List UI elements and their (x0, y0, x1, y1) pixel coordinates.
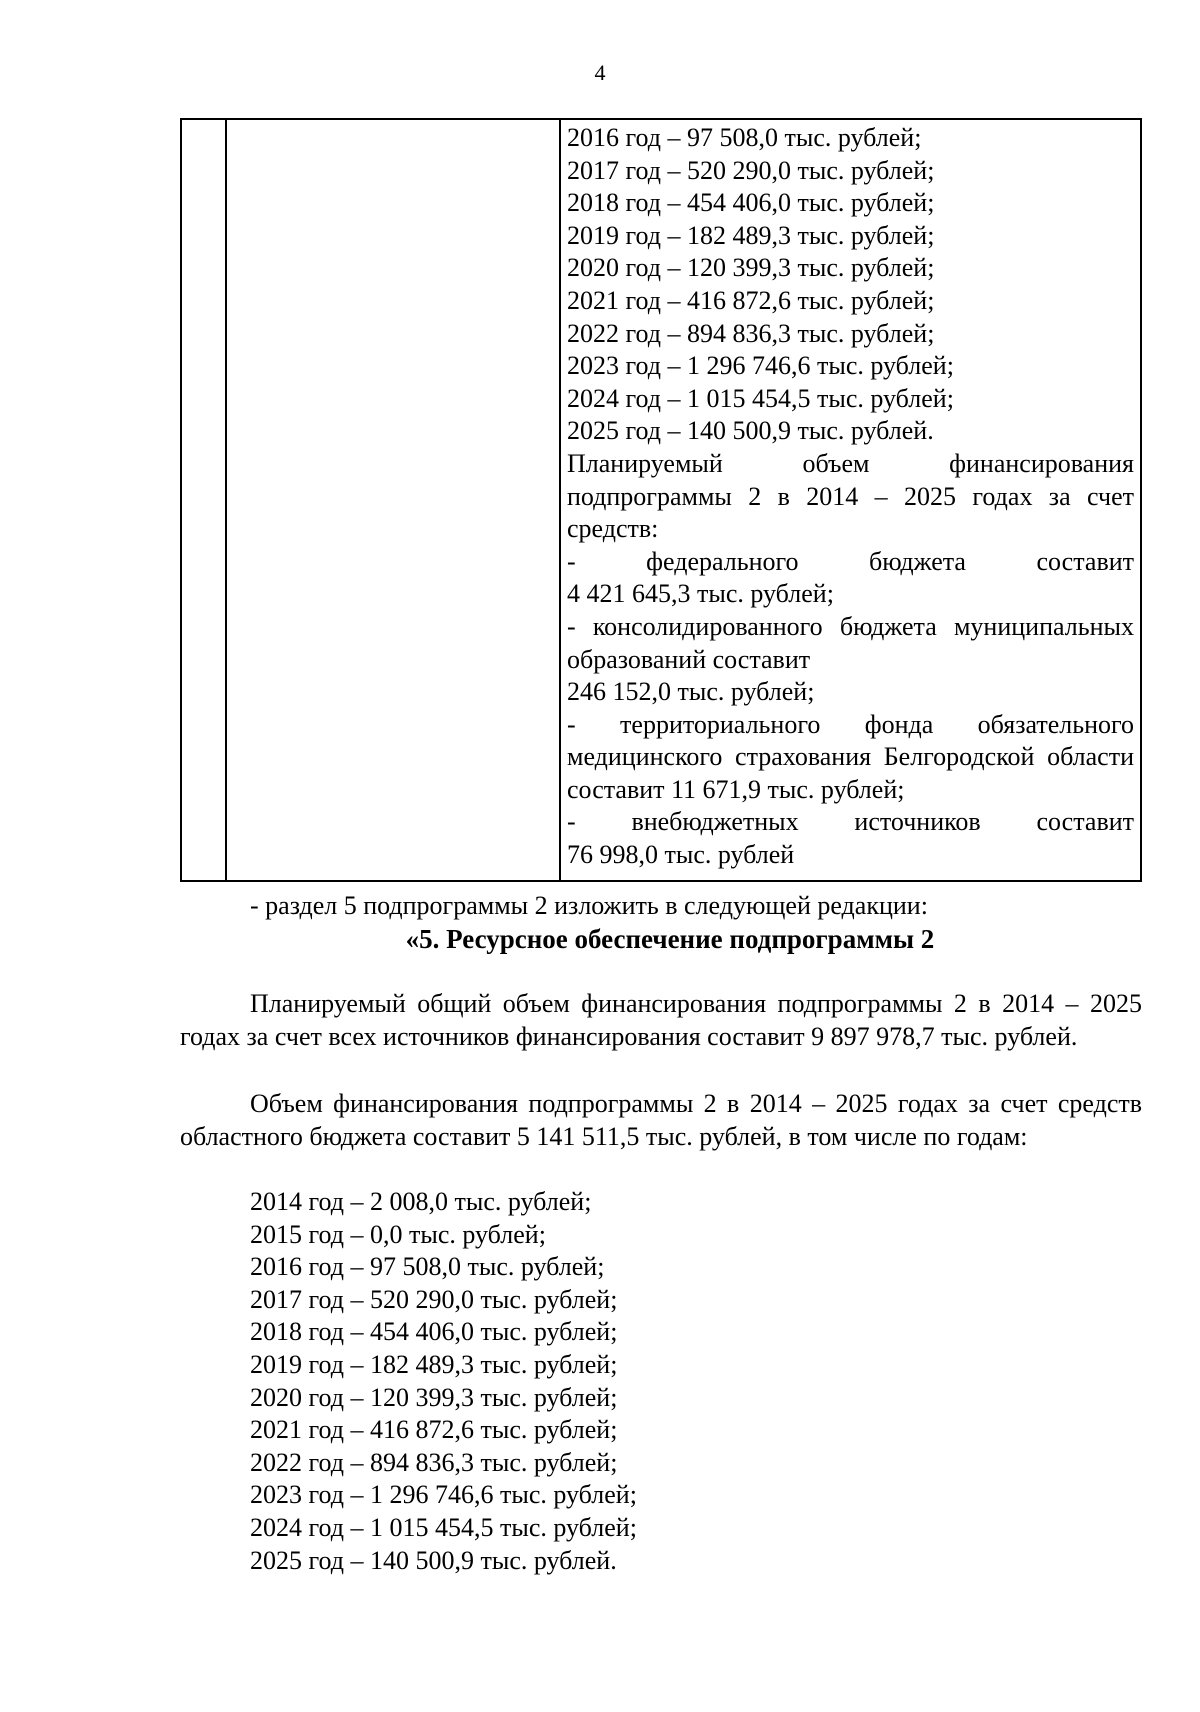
table-cell-financing (560, 119, 1141, 881)
extrabudgetary-label: - внебюджетных источников составит (567, 807, 1134, 837)
year-line: 2019 год – 182 489,3 тыс. рублей; (567, 220, 935, 250)
table-cell-number (181, 119, 226, 881)
list-item: 2022 год – 894 836,3 тыс. рублей; (250, 1447, 618, 1477)
federal-budget-label: - федерального бюджета составит (567, 546, 1134, 576)
list-item: 2017 год – 520 290,0 тыс. рублей; (250, 1284, 618, 1314)
year-line: 2020 год – 120 399,3 тыс. рублей; (567, 253, 935, 283)
extrabudgetary-amount: 76 998,0 тыс. рублей (567, 840, 795, 870)
year-line: 2017 год – 520 290,0 тыс. рублей; (567, 155, 935, 185)
planned-intro: Планируемый объем финансирования подпрограммы 2 в 2014 – 2025 годах за счет средств: (567, 448, 1134, 544)
list-item: 2016 год – 97 508,0 тыс. рублей; (250, 1252, 605, 1282)
list-item: 2014 год – 2 008,0 тыс. рублей; (250, 1187, 592, 1216)
tfoms-budget: - территориального фонда обязательного медицинского страхования Белгородской области составит 11 671,9 тыс. рублей; (567, 709, 1134, 804)
list-item: 2024 год – 1 015 454,5 тыс. рублей; (250, 1512, 637, 1542)
paragraph-total-financing: Планируемый общий объем финансирования подпрограммы 2 в 2014 – 2025 годах за счет всех источников финансирования составит 9 897 978,7 тыс. рублей. (180, 989, 1142, 1051)
table-row (181, 119, 1141, 881)
list-item: 2025 год – 140 500,9 тыс. рублей. (250, 1545, 617, 1575)
list-item: 2023 год – 1 296 746,6 тыс. рублей; (250, 1480, 637, 1510)
list-item: 2019 год – 182 489,3 тыс. рублей; (250, 1349, 618, 1379)
list-item: 2020 год – 120 399,3 тыс. рублей; (250, 1382, 618, 1412)
list-item: 2021 год – 416 872,6 тыс. рублей; (250, 1415, 618, 1445)
consolidated-budget-label: - консолидированного бюджета муниципальных образований составит (567, 611, 1134, 674)
table-cell-title (226, 119, 560, 881)
passport-table (180, 118, 1142, 882)
page-number: 4 (594, 60, 606, 85)
paragraph-regional-budget: Объем финансирования подпрограммы 2 в 2014 – 2025 годах за счет средств областного бюджета составит 5 141 511,5 тыс. рублей, в том числе по годам: (180, 1089, 1142, 1151)
amendment-line: - раздел 5 подпрограммы 2 изложить в следующей редакции: (250, 891, 928, 920)
year-line: 2018 год – 454 406,0 тыс. рублей; (567, 188, 935, 218)
year-line: 2023 год – 1 296 746,6 тыс. рублей; (567, 351, 954, 381)
year-line: 2021 год – 416 872,6 тыс. рублей; (567, 285, 935, 315)
years-list (250, 1186, 950, 1577)
year-line: 2025 год – 140 500,9 тыс. рублей. (567, 416, 934, 446)
federal-budget-amount: 4 421 645,3 тыс. рублей; (567, 579, 834, 609)
section-heading: «5. Ресурсное обеспечение подпрограммы 2 (405, 924, 935, 954)
year-line: 2024 год – 1 015 454,5 тыс. рублей; (567, 383, 954, 413)
list-item: 2018 год – 454 406,0 тыс. рублей; (250, 1317, 618, 1347)
list-item: 2015 год – 0,0 тыс. рублей; (250, 1219, 546, 1249)
year-line: 2016 год – 97 508,0 тыс. рублей; (567, 123, 922, 152)
consolidated-budget-amount: 246 152,0 тыс. рублей; (567, 677, 815, 707)
year-line: 2022 год – 894 836,3 тыс. рублей; (567, 318, 935, 348)
